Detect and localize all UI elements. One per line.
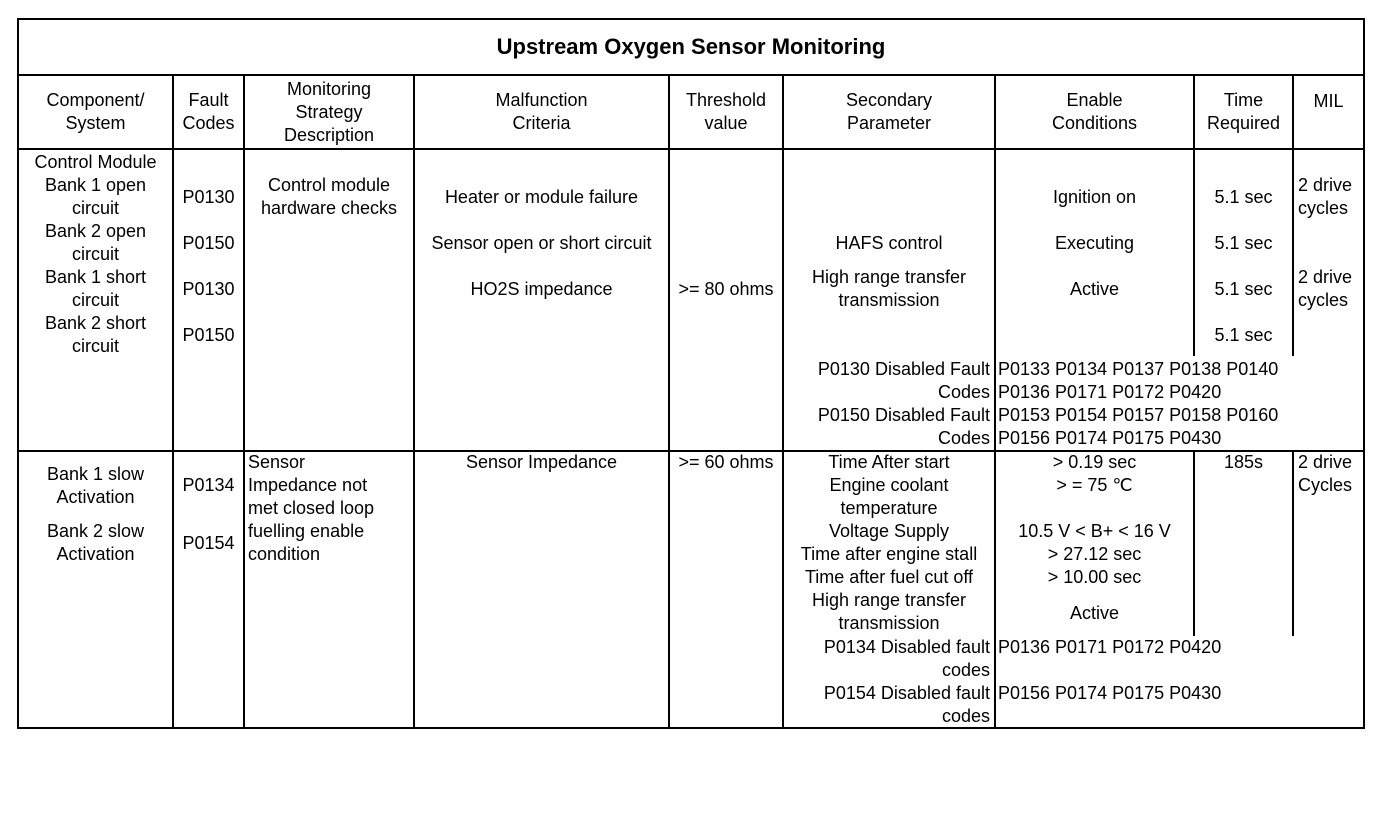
cell-text: Voltage Supply — [828, 521, 950, 541]
time-text: 5.1 sec — [1214, 187, 1273, 207]
secondary-text — [784, 266, 994, 312]
cell-text: Activation — [56, 544, 135, 564]
cell-text: circuit — [71, 244, 119, 264]
disabled-fault-label — [784, 404, 990, 450]
component-cell — [19, 463, 172, 509]
enable-text: > 10.00 sec — [1047, 567, 1142, 587]
header-text: Codes — [182, 113, 235, 133]
cell-text: Time After start — [828, 452, 950, 472]
cell-text: Control Module — [34, 152, 157, 172]
cell-text: Bank 2 slow — [46, 521, 145, 541]
cell-text: transmission — [838, 613, 940, 633]
cell-text: Cycles — [1298, 475, 1353, 495]
disabled-fault-label — [784, 636, 990, 682]
criteria-text: Heater or module failure — [444, 187, 639, 207]
cell-text: Time after engine stall — [800, 544, 978, 564]
header-text: Threshold — [685, 90, 767, 110]
enable-text: Active — [1069, 279, 1120, 299]
header-text: System — [65, 113, 126, 133]
cell-text: cycles — [1298, 290, 1349, 310]
cell-text: Bank 2 short — [44, 313, 147, 333]
header-text: Parameter — [846, 113, 932, 133]
cell-text: fuelling enable — [248, 521, 365, 541]
cell-text: Impedance not — [248, 475, 368, 495]
time-text: 5.1 sec — [1214, 233, 1273, 253]
criteria-text: HO2S impedance — [470, 279, 613, 299]
fault-code: P0130 — [182, 279, 235, 299]
mil-text — [1298, 451, 1352, 497]
secondary-text: HAFS control — [835, 233, 943, 253]
oxygen-sensor-table — [17, 18, 1365, 729]
col-divider — [413, 74, 415, 729]
cell-text: Codes — [937, 382, 990, 402]
header-component — [19, 76, 172, 148]
fault-code: P0154 — [182, 533, 235, 553]
threshold-value: >= 80 ohms — [678, 279, 774, 299]
col-divider — [1193, 450, 1195, 636]
cell-text: codes — [941, 706, 990, 726]
disabled-fault-codes: P0156 P0174 P0175 P0430 — [998, 683, 1222, 703]
enable-text: > = 75 ℃ — [1056, 475, 1133, 495]
header-text: Secondary — [845, 90, 933, 110]
criteria-text: Sensor Impedance — [465, 452, 618, 472]
header-text: Conditions — [1051, 113, 1138, 133]
cell-text: met closed loop — [248, 498, 375, 518]
cell-text: 2 drive — [1298, 175, 1353, 195]
cell-text: transmission — [838, 290, 940, 310]
cell-text: cycles — [1298, 198, 1349, 218]
header-text: Criteria — [512, 113, 571, 133]
cell-text: 2 drive — [1298, 452, 1353, 472]
cell-text: hardware checks — [260, 198, 398, 218]
header-text: Description — [283, 124, 375, 145]
cell-text: circuit — [71, 198, 119, 218]
cell-text: P0134 Disabled fault — [823, 637, 990, 657]
strategy-cell — [245, 174, 413, 220]
mil-text — [1298, 266, 1352, 312]
enable-text: Active — [1069, 603, 1120, 623]
time-text: 5.1 sec — [1214, 279, 1273, 299]
header-malfunction — [415, 76, 668, 148]
cell-text: P0156 P0174 P0175 P0430 — [998, 428, 1222, 448]
cell-text: P0130 Disabled Fault — [817, 359, 990, 379]
secondary-cell — [784, 451, 994, 635]
header-text: Component/ — [46, 90, 145, 110]
col-divider — [172, 74, 174, 729]
cell-text: 2 drive — [1298, 267, 1353, 287]
time-text: 5.1 sec — [1214, 325, 1273, 345]
fault-code: P0150 — [182, 233, 235, 253]
cell-text: Bank 1 open — [44, 175, 147, 195]
header-text: Required — [1206, 113, 1281, 133]
cell-text: P0136 P0171 P0172 P0420 — [998, 382, 1222, 402]
header-secondary — [784, 76, 994, 148]
header-divider — [17, 148, 1365, 150]
col-divider — [243, 74, 245, 729]
cell-text: Bank 2 open — [44, 221, 147, 241]
cell-text: Activation — [56, 487, 135, 507]
header-text: Fault — [188, 90, 229, 110]
disabled-fault-label — [784, 682, 990, 728]
fault-code: P0130 — [182, 187, 235, 207]
header-text: Monitoring — [286, 78, 372, 99]
col-divider — [668, 74, 670, 729]
header-enable — [996, 76, 1193, 148]
header-text: Strategy — [295, 101, 363, 122]
cell-text: Time after fuel cut off — [804, 567, 974, 587]
component-cell — [19, 151, 172, 358]
component-cell — [19, 520, 172, 566]
cell-text: P0150 Disabled Fault — [817, 405, 990, 425]
enable-text: 10.5 V < B+ < 16 V — [1018, 521, 1171, 541]
fault-code: P0134 — [182, 475, 235, 495]
cell-text: circuit — [71, 290, 119, 310]
enable-text: > 0.19 sec — [1052, 452, 1137, 472]
col-divider — [1292, 450, 1294, 636]
cell-text: Sensor — [248, 452, 306, 472]
enable-text: Ignition on — [1052, 187, 1137, 207]
enable-text: > 27.12 sec — [1047, 544, 1142, 564]
strategy-cell — [248, 451, 374, 566]
table-title: Upstream Oxygen Sensor Monitoring — [496, 34, 886, 59]
cell-text: Control module — [267, 175, 391, 195]
fault-code: P0150 — [182, 325, 235, 345]
cell-text: P0133 P0134 P0137 P0138 P0140 — [998, 359, 1279, 379]
cell-text: temperature — [840, 498, 938, 518]
cell-text: circuit — [71, 336, 119, 356]
header-text: Time — [1223, 90, 1264, 110]
mil-text — [1298, 174, 1352, 220]
cell-text: Engine coolant — [829, 475, 949, 495]
cell-text: High range transfer — [811, 590, 967, 610]
disabled-fault-codes: P0136 P0171 P0172 P0420 — [998, 637, 1222, 657]
header-fault-codes — [174, 76, 243, 148]
header-mil — [1294, 76, 1363, 148]
time-text: 185s — [1223, 452, 1264, 472]
cell-text: Bank 1 slow — [46, 464, 145, 484]
col-divider — [994, 74, 996, 729]
header-strategy — [245, 76, 413, 148]
cell-text: High range transfer — [811, 267, 967, 287]
header-time — [1195, 76, 1292, 148]
cell-text: P0153 P0154 P0157 P0158 P0160 — [998, 405, 1279, 425]
cell-text: condition — [248, 544, 321, 564]
disabled-fault-codes — [998, 404, 1278, 450]
threshold-value: >= 60 ohms — [678, 452, 774, 472]
header-text: Enable — [1066, 90, 1123, 110]
header-threshold — [670, 76, 782, 148]
header-text: value — [704, 113, 748, 133]
cell-text: Codes — [937, 428, 990, 448]
cell-text: P0154 Disabled fault — [823, 683, 990, 703]
enable-text: Executing — [1054, 233, 1135, 253]
criteria-text: Sensor open or short circuit — [431, 233, 652, 253]
header-text: MIL — [1313, 91, 1344, 111]
header-text: Malfunction — [495, 90, 588, 110]
disabled-fault-codes — [998, 358, 1278, 404]
disabled-fault-label — [784, 358, 990, 404]
cell-text: codes — [941, 660, 990, 680]
cell-text: Bank 1 short — [44, 267, 147, 287]
